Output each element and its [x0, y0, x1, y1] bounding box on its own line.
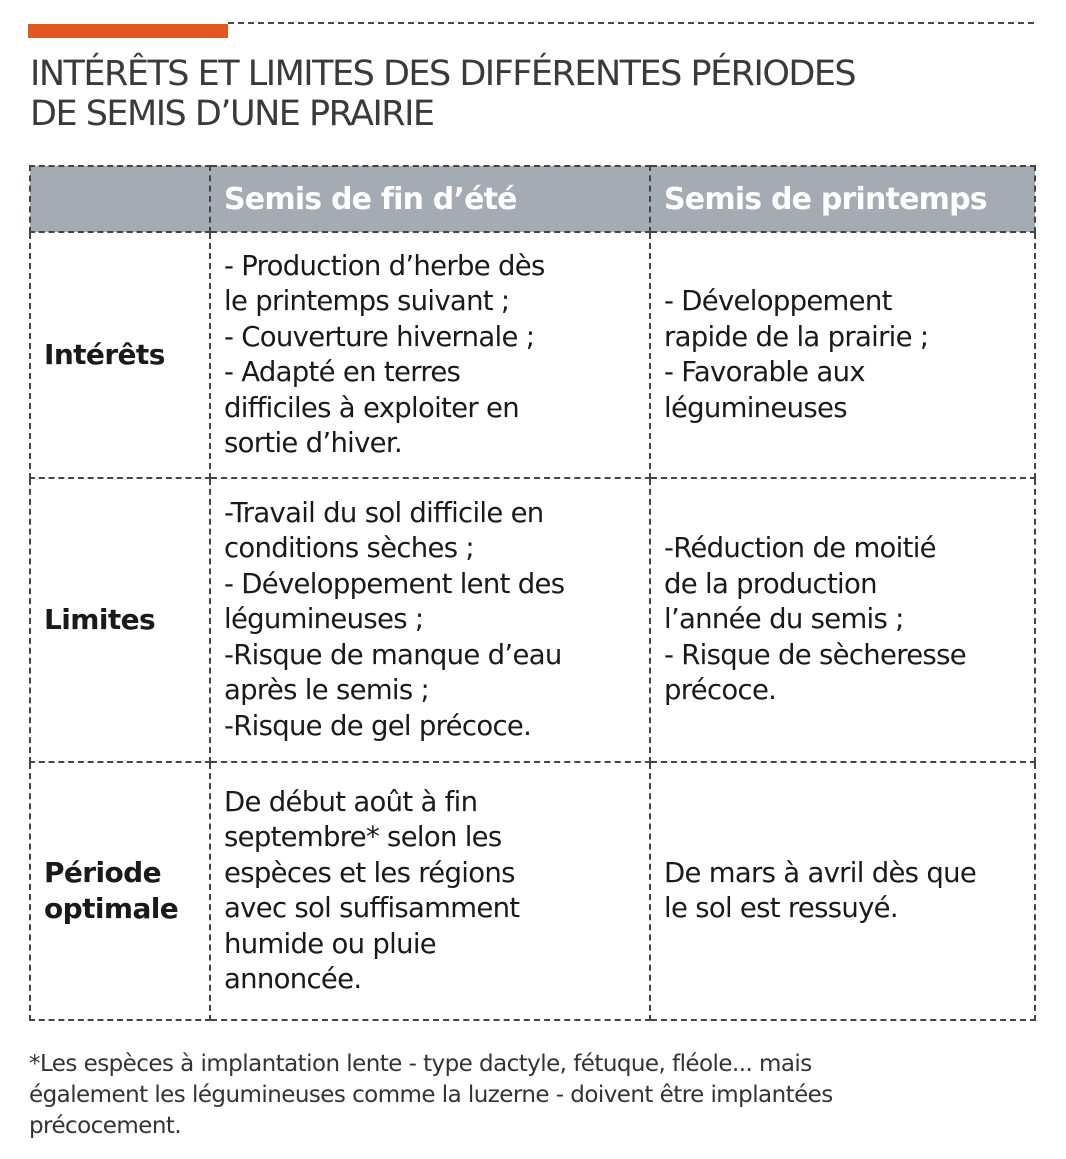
cell-line: le sol est ressuyé.	[664, 892, 898, 924]
row-header-interets	[30, 232, 210, 478]
cell-printemps-limites	[650, 478, 1035, 762]
cell-line: espèces et les régions	[224, 856, 515, 889]
cell-line: - Risque de sècheresse	[664, 638, 966, 671]
cell-line: difficiles à exploiter en	[224, 391, 519, 424]
table-header-row	[30, 166, 1035, 232]
cell-fin-ete-limites	[210, 478, 650, 762]
cell-line: humide ou pluie	[224, 927, 436, 960]
cell-printemps-periode-optimale	[650, 762, 1035, 1020]
cell-line: -Risque de manque d’eau	[224, 638, 562, 671]
cell-line: légumineuses	[664, 391, 847, 424]
cell-line: - Production d’herbe dès	[224, 249, 545, 282]
header-printemps: Semis de printemps	[650, 166, 1035, 232]
cell-line: conditions sèches ;	[224, 532, 474, 565]
cell-line: après le semis ;	[224, 674, 430, 707]
cell-fin-ete-periode-optimale	[210, 762, 650, 1020]
cell-line: septembre* selon les	[224, 821, 502, 853]
cell-line: - Adapté en terres	[224, 356, 461, 388]
table-row	[30, 478, 1035, 762]
cell-line: - Couverture hivernale ;	[224, 320, 535, 353]
footnote	[29, 1049, 1039, 1142]
title-line-2: DE SEMIS D’UNE PRAIRIE	[30, 94, 434, 134]
cell-line: l’année du semis ;	[664, 603, 904, 636]
row-header-periode-optimale	[30, 762, 210, 1020]
cell-line: Limites	[44, 603, 156, 636]
cell-line: précoce.	[664, 674, 777, 707]
cell-line: optimale	[44, 892, 179, 925]
row-header-limites	[30, 478, 210, 762]
dashed-rule	[228, 22, 1034, 24]
cell-line: légumineuses ;	[224, 603, 424, 636]
cell-line: Intérêts	[44, 338, 165, 371]
comparison-table	[29, 165, 1036, 1021]
header-fin-ete: Semis de fin d’été	[210, 166, 650, 232]
cell-line: le printemps suivant ;	[224, 285, 510, 317]
cell-line: De début août à fin	[224, 785, 478, 818]
cell-line: - Favorable aux	[664, 356, 865, 388]
top-rule	[28, 22, 1034, 38]
footnote-line: précocement.	[29, 1113, 182, 1139]
header-corner	[30, 166, 210, 232]
title-line-1: INTÉRÊTS ET LIMITES DES DIFFÉRENTES PÉRIODES	[30, 54, 856, 94]
cell-line: rapide de la prairie ;	[664, 320, 929, 353]
cell-line: sortie d’hiver.	[224, 427, 403, 459]
table-row	[30, 762, 1035, 1020]
cell-line: -Risque de gel précoce.	[224, 709, 532, 742]
table-row	[30, 232, 1035, 478]
cell-line: De mars à avril dès que	[664, 856, 977, 889]
cell-line: Période	[44, 856, 161, 889]
cell-line: avec sol suffisamment	[224, 892, 520, 924]
footnote-line: *Les espèces à implantation lente - type dactyle, fétuque, fléole... mais	[29, 1051, 812, 1077]
cell-line: -Travail du sol difficile en	[224, 496, 544, 529]
cell-line: - Développement	[664, 285, 892, 317]
page-title	[30, 54, 1040, 134]
cell-fin-ete-interets	[210, 232, 650, 478]
cell-line: -Réduction de moitié	[664, 532, 936, 565]
cell-line: annoncée.	[224, 963, 362, 995]
accent-bar	[28, 24, 228, 38]
cell-line: - Développement lent des	[224, 567, 565, 600]
footnote-line: également les légumineuses comme la luzerne - doivent être implantées	[29, 1082, 833, 1108]
cell-line: de la production	[664, 567, 877, 600]
cell-printemps-interets	[650, 232, 1035, 478]
